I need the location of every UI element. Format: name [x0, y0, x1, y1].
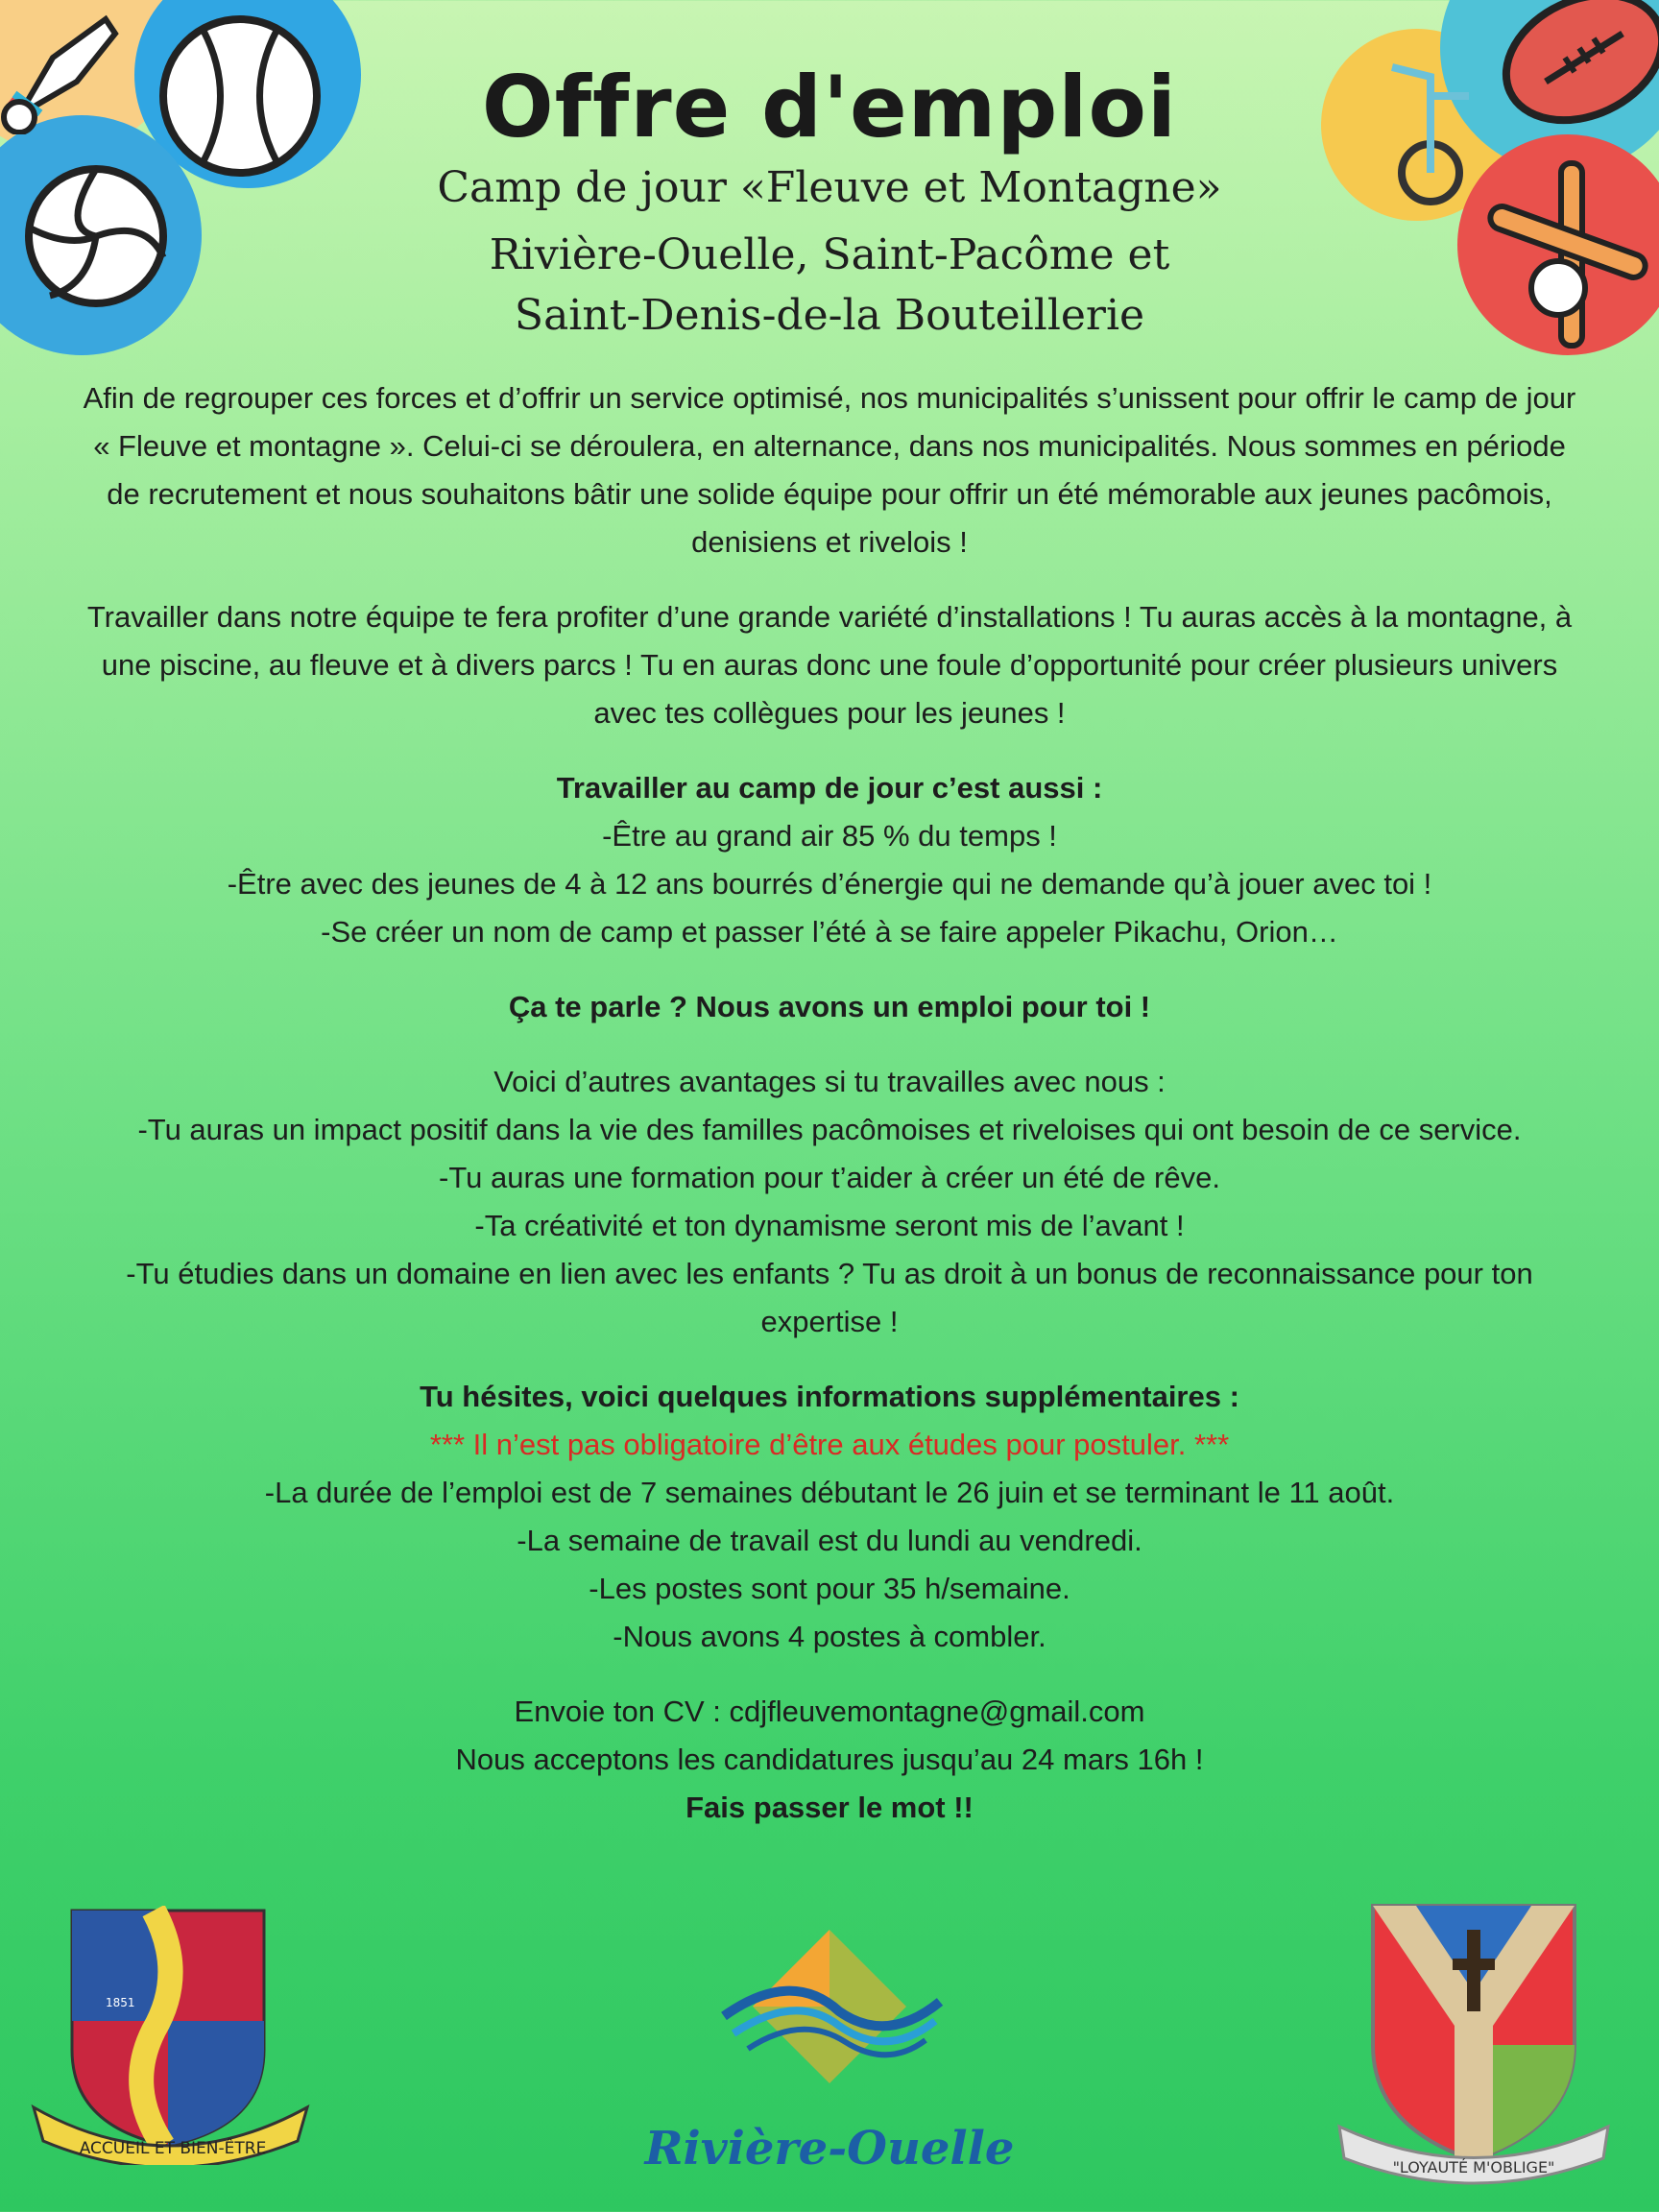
list-item: -Tu auras un impact positif dans la vie des familles pacômoises et riveloises qui ont besoin de ce service.: [137, 1113, 1522, 1146]
list-item: -Nous avons 4 postes à combler.: [613, 1620, 1046, 1653]
left-motto: ACCUEIL ET BIEN-ÊTRE: [79, 2139, 267, 2158]
section-heading: Tu hésites, voici quelques informations supplémentaires :: [420, 1380, 1239, 1413]
founding-year: 1851: [106, 1996, 135, 2009]
closing-line: Fais passer le mot !!: [685, 1791, 974, 1824]
riviere-ouelle-wordmark: Rivière-Ouelle: [644, 2122, 1015, 2176]
page-title: Offre d'emploi: [481, 58, 1178, 156]
list-item: -Les postes sont pour 35 h/semaine.: [589, 1572, 1070, 1605]
deadline-line: Nous acceptons les candidatures jusqu’au 24 mars 16h !: [455, 1743, 1204, 1776]
list-item: -La durée de l’emploi est de 7 semaines débutant le 26 juin et se terminant le 11 août.: [264, 1476, 1395, 1509]
contact-section: [77, 1688, 1582, 1832]
callout-line: Ça te parle ? Nous avons un emploi pour toi !: [508, 990, 1151, 1023]
camp-name-subtitle: Camp de jour «Fleuve et Montagne»: [437, 163, 1222, 212]
cv-email-line: Envoie ton CV : cdjfleuvemontagne@gmail.com: [514, 1695, 1145, 1728]
list-item: -Se créer un nom de camp et passer l’été à se faire appeler Pikachu, Orion…: [321, 915, 1338, 949]
list-item: -Être au grand air 85 % du temps !: [602, 819, 1057, 853]
intro-paragraph-2: Travailler dans notre équipe te fera profiter d’une grande variété d’installations ! Tu auras accès à la montagne, à une piscine, au fleuve et à divers parcs ! Tu en auras donc une foule d’opportunité pour créer plusieurs univers avec tes collègues pour les jeunes !: [86, 600, 1573, 730]
list-item: -La semaine de travail est du lundi au vendredi.: [517, 1524, 1142, 1557]
list-item: -Tu étudies dans un domaine en lien avec les enfants ? Tu as droit à un bonus de reconnaissance pour ton expertise !: [126, 1257, 1533, 1338]
right-coat-of-arms-logo: [1330, 1901, 1618, 2189]
list-item: -Ta créativité et ton dynamisme seront mis de l’avant !: [474, 1209, 1185, 1242]
section-heading: Voici d’autres avantages si tu travailles avec nous :: [493, 1065, 1166, 1098]
section-camp-aussi: [77, 764, 1582, 956]
right-motto: "LOYAUTÉ M'OBLIGE": [1392, 2158, 1555, 2176]
intro-paragraph-1: Afin de regrouper ces forces et d’offrir un service optimisé, nos municipalités s’unissent pour offrir le camp de jour « Fleuve et montagne ». Celui-ci se déroulera, en alternance, dans nos municipalités. Nous sommes en période de recrutement et nous souhaitons bâtir une solide équipe pour offrir un été mémorable aux jeunes pacômois, denisiens et rivelois !: [83, 381, 1576, 559]
job-offer-body: [77, 374, 1582, 1859]
section-infos: [77, 1373, 1582, 1661]
section-heading: Travailler au camp de jour c’est aussi :: [556, 771, 1103, 805]
list-item: -Être avec des jeunes de 4 à 12 ans bourrés d’énergie qui ne demande qu’à jouer avec toi !: [227, 867, 1432, 901]
municipalities-line-2: Saint-Denis-de-la Bouteillerie: [514, 291, 1145, 340]
list-item: -Tu auras une formation pour t’aider à créer un été de rêve.: [439, 1161, 1220, 1194]
notice-line: *** Il n’est pas obligatoire d’être aux études pour postuler. ***: [429, 1428, 1230, 1461]
section-avantages: [77, 1058, 1582, 1346]
municipalities-line-1: Rivière-Ouelle, Saint-Pacôme et: [489, 230, 1170, 279]
riviere-ouelle-logo: [714, 1930, 945, 2093]
